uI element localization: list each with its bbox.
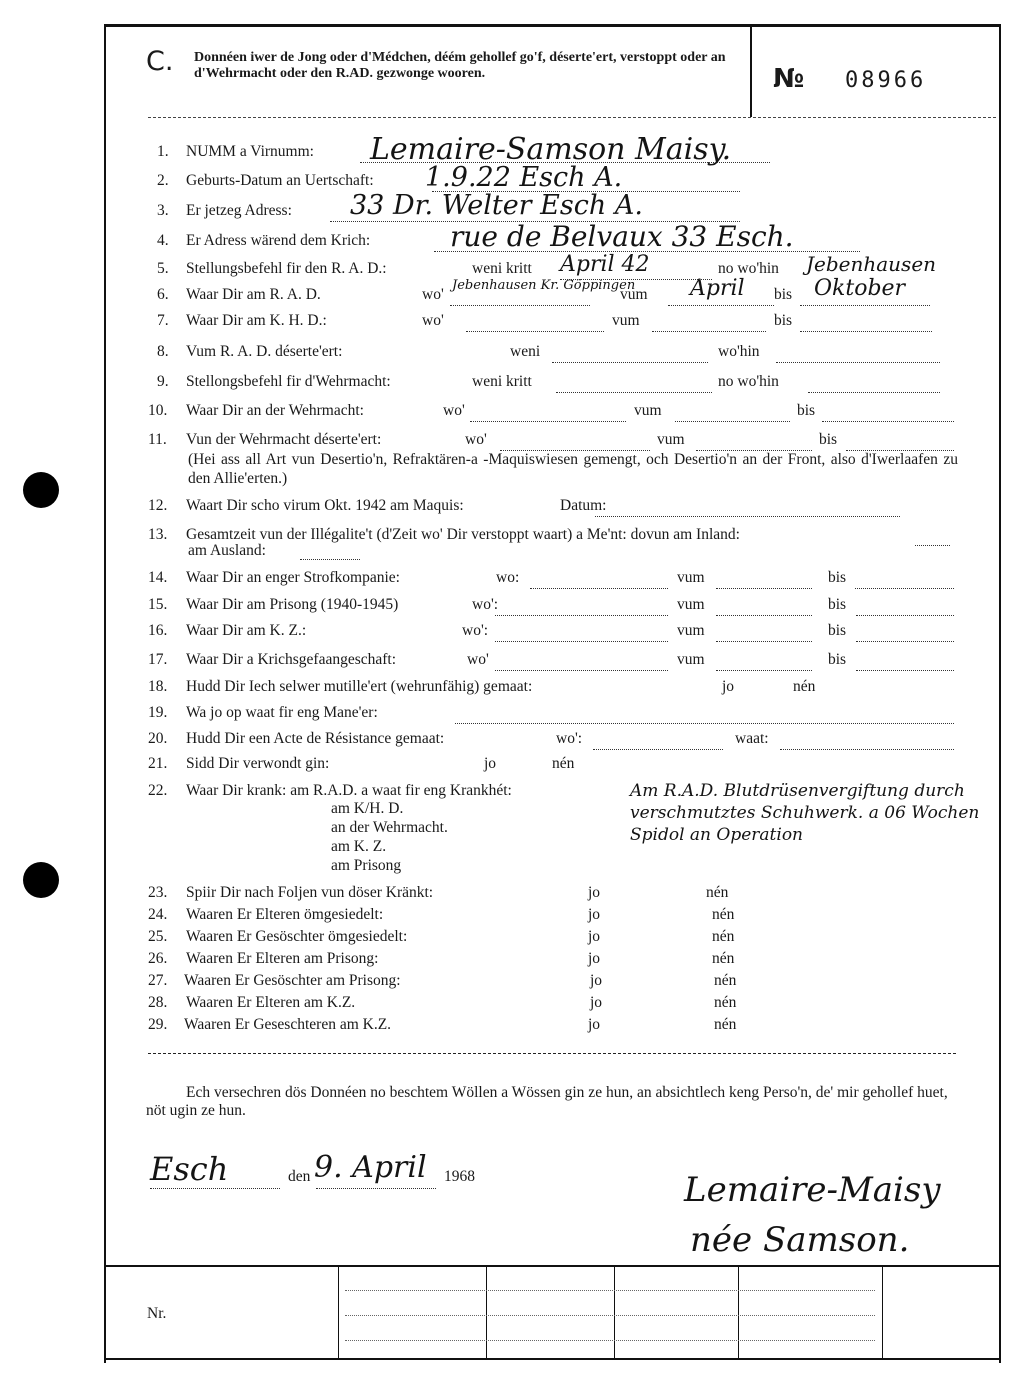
field-label-f2: nén <box>552 755 575 772</box>
item-label: Waaren Er Gesöschter ömgesiedelt: <box>186 928 408 945</box>
handwritten-answer[interactable]: Jebenhausen <box>806 252 937 276</box>
field-label-f1: Datum: <box>560 497 607 514</box>
item-number: 5. <box>157 260 169 277</box>
item-number: 2. <box>157 172 169 189</box>
item-label: NUMM a Virnumm: <box>186 143 314 160</box>
answer-line <box>915 545 950 546</box>
field-label-f3: bis <box>828 651 847 668</box>
field-label-f2: no wo'hin <box>718 373 779 390</box>
item-number: 6. <box>157 286 169 303</box>
field-label-f1: weni kritt <box>472 373 532 390</box>
answer-line <box>360 162 770 163</box>
answer-line <box>856 615 954 616</box>
item-number: 18. <box>148 678 168 695</box>
answer-line <box>776 362 940 363</box>
handwritten-answer[interactable]: 33 Dr. Welter Esch A. <box>350 190 643 221</box>
item-number: 28. <box>148 994 168 1011</box>
header-divider <box>750 26 752 117</box>
item-label: Waaren Er Elteren am Prisong: <box>186 950 379 967</box>
answer-line <box>800 331 932 332</box>
item-label: Waaren Er Elteren ömgesiedelt: <box>186 906 384 923</box>
item22-sub-4: am Prisong <box>331 857 402 874</box>
answer-line <box>800 305 930 306</box>
item-number: 29. <box>148 1016 168 1033</box>
place-handwritten: Esch <box>150 1150 229 1188</box>
item-label: Vum R. A. D. déserte'ert: <box>186 343 343 360</box>
handwritten-answer[interactable]: 1.9.22 Esch A. <box>425 162 623 193</box>
item-number: 20. <box>148 730 168 747</box>
answer-line <box>675 421 790 422</box>
answer-line <box>716 615 812 616</box>
item-number: 24. <box>148 906 168 923</box>
item-label: Waaren Er Gesöschter am Prisong: <box>184 972 401 989</box>
item-number: 3. <box>157 202 169 219</box>
answer-line <box>466 331 604 332</box>
signature-line-2: née Samson. <box>690 1220 910 1260</box>
item22-sub-1: am K/H. D. <box>331 800 404 817</box>
item-label: Geburts-Datum an Uertschaft: <box>186 172 374 189</box>
field-label-f1: jo <box>722 678 735 695</box>
field-label-f1: am Ausland: <box>188 542 266 559</box>
answer-line <box>716 588 812 589</box>
field-label-f1: wo': <box>462 622 489 639</box>
field-label-f3: bis <box>828 569 847 586</box>
footer-dotline-3 <box>345 1340 875 1341</box>
field-label-f1: wo' <box>465 431 487 448</box>
field-label-f3: bis <box>828 596 847 613</box>
item-number: 22. <box>148 782 168 799</box>
field-label-f2: vum <box>620 286 648 303</box>
field-label-f2: nén <box>712 950 735 967</box>
item-number: 23. <box>148 884 168 901</box>
number-sign: № <box>773 64 805 94</box>
field-label-f1: jo <box>590 994 603 1011</box>
item-label: Spiir Dir nach Foljen vun döser Kränkt: <box>186 884 434 901</box>
item-number: 14. <box>148 569 168 586</box>
item-label: Waaren Er Geseschteren am K.Z. <box>184 1016 392 1033</box>
answer-line <box>450 305 590 306</box>
item-label: Waar Dir am K. Z.: <box>186 622 307 639</box>
footer-top-rule <box>104 1265 999 1267</box>
field-label-f2: nén <box>714 994 737 1011</box>
footer-cell-divider-4 <box>738 1266 739 1358</box>
field-label-f1: jo <box>588 906 601 923</box>
year-text: 1968 <box>444 1168 475 1185</box>
field-label-f2: vum <box>677 651 705 668</box>
answer-line <box>495 670 668 671</box>
items-bottom-rule <box>148 1053 956 1054</box>
item-label: Er Adress wärend dem Krich: <box>186 232 371 249</box>
item22-sub-3: am K. Z. <box>331 838 387 855</box>
field-label-f2: vum <box>612 312 640 329</box>
item22-answer[interactable]: Am R.A.D. Blutdrüsenvergiftung durch verschmutztes Schuhwerk. a 06 Wochen Spidol an Operation <box>630 781 980 845</box>
answer-line <box>432 191 740 192</box>
answer-line <box>330 221 740 222</box>
item-label: Waar Dir an der Wehrmacht: <box>186 402 364 419</box>
declaration-text: Ech versechren dös Donnéen no beschtem Wöllen a Wössen gin ze hun, an absichtlech keng Perso'n, de' mir gehollef huet, nöt ugin ze hun. <box>146 1084 948 1119</box>
footer-cell-divider-5 <box>882 1266 883 1358</box>
answer-line <box>652 331 766 332</box>
answer-line <box>470 421 626 422</box>
field-label-f1: weni kritt <box>472 260 532 277</box>
item-label: Hudd Dir Iech selwer mutille'ert (wehrunfähig) gemaat: <box>186 678 533 695</box>
footer-bottom-rule <box>104 1358 999 1360</box>
item-label: Er jetzeg Adress: <box>186 202 292 219</box>
footer-cell-divider-3 <box>614 1266 615 1358</box>
field-label-f1: wo': <box>556 730 583 747</box>
item-label: Waar Dir an enger Strofkompanie: <box>186 569 400 586</box>
answer-line <box>495 641 668 642</box>
form-number: 08966 <box>845 68 927 93</box>
field-label-f1: wo': <box>472 596 499 613</box>
item-number: 26. <box>148 950 168 967</box>
field-label-f1: wo' <box>443 402 465 419</box>
answer-line <box>856 641 954 642</box>
field-label-f1: jo <box>484 755 497 772</box>
item-number: 8. <box>157 343 169 360</box>
field-label-f1: jo <box>588 884 601 901</box>
field-label-f2: vum <box>677 622 705 639</box>
signature-line-1: Lemaire-Maisy <box>684 1170 941 1210</box>
field-label-f2: vum <box>657 431 685 448</box>
item-label: Gesamtzeit vun der Illégalite't (d'Zeit wo' Dir verstoppt waart) a Me'nt: dovun am Inland: <box>186 526 740 543</box>
item-label: Waar Dir am Prisong (1940-1945) <box>186 596 399 613</box>
item-number: 7. <box>157 312 169 329</box>
field-label-f2: vum <box>677 596 705 613</box>
field-label-f3: bis <box>774 312 793 329</box>
answer-line <box>808 392 940 393</box>
item-label: Hudd Dir een Acte de Résistance gemaat: <box>186 730 445 747</box>
field-label-f2: no wo'hin <box>718 260 779 277</box>
item-number: 15. <box>148 596 168 613</box>
item-number: 19. <box>148 704 168 721</box>
footer-cell-divider-1 <box>338 1266 339 1358</box>
footer-dotline-1 <box>345 1290 875 1291</box>
field-label-f3: bis <box>774 286 793 303</box>
field-label-f1: jo <box>590 972 603 989</box>
place-line <box>150 1188 280 1189</box>
item-number: 12. <box>148 497 168 514</box>
field-label-f1: jo <box>588 928 601 945</box>
answer-line <box>455 723 954 724</box>
item11-note: (Hei ass all Art vun Desertio'n, Refraktären-a -Maquiswiesen gemengt, och Desertio'n an der Front, also d'Iwerlaafen zu den Allie'erten.) <box>188 451 958 487</box>
nr-label: Nr. <box>147 1305 167 1322</box>
date-line <box>316 1188 436 1189</box>
answer-line <box>556 392 712 393</box>
field-label-f2: nén <box>712 928 735 945</box>
field-label-f2: vum <box>634 402 662 419</box>
answer-line <box>560 279 712 280</box>
answer-line <box>822 421 954 422</box>
item-number: 21. <box>148 755 168 772</box>
field-label-f2: waat: <box>735 730 769 747</box>
answer-line <box>300 559 360 560</box>
item-number: 27. <box>148 972 168 989</box>
answer-line <box>595 516 900 517</box>
field-label-f1: weni <box>510 343 541 360</box>
item22-sub-2: an der Wehrmacht. <box>331 819 448 836</box>
handwritten-answer[interactable]: Oktober <box>814 276 906 301</box>
item-number: 9. <box>157 373 169 390</box>
field-label-f1: wo' <box>422 286 444 303</box>
field-label-f2: vum <box>677 569 705 586</box>
item-label: Waaren Er Elteren am K.Z. <box>186 994 356 1011</box>
item-label: Wa jo op waat fir eng Mane'er: <box>186 704 378 721</box>
answer-line <box>780 749 954 750</box>
answer-line <box>530 588 668 589</box>
field-label-f2: nén <box>793 678 816 695</box>
field-label-f2: nén <box>714 972 737 989</box>
answer-line <box>668 305 774 306</box>
item-label: Waar Dir krank: am R.A.D. a waat fir eng Krankhét: <box>186 782 512 799</box>
answer-line <box>856 670 954 671</box>
answer-line <box>495 615 668 616</box>
answer-line <box>434 251 860 252</box>
field-label-f2: nén <box>706 884 729 901</box>
item-label: Sidd Dir verwondt gin: <box>186 755 330 772</box>
item-number: 11. <box>148 431 167 448</box>
date-handwritten: 9. April <box>314 1150 427 1185</box>
handwritten-answer[interactable]: Jebenhausen Kr. Göppingen <box>452 278 636 293</box>
section-letter: C. <box>146 46 174 77</box>
den-label: den <box>288 1168 311 1185</box>
handwritten-answer[interactable]: Lemaire-Samson Maisy. <box>370 132 732 167</box>
field-label-f1: wo' <box>467 651 489 668</box>
answer-line <box>716 641 812 642</box>
answer-line <box>855 588 954 589</box>
form-title: Donnéen iwer de Jong oder d'Médchen, déém gehollef go'f, déserte'ert, verstoppt oder an d'Wehrmacht oder den R.AD. gezwonge wooren. <box>194 50 726 81</box>
item-label: Waar Dir am R. A. D. <box>186 286 321 303</box>
field-label-f1: wo' <box>422 312 444 329</box>
footer-dotline-2 <box>345 1315 875 1316</box>
answer-line <box>552 362 708 363</box>
punch-hole-top <box>23 472 59 508</box>
punch-hole-bottom <box>23 862 59 898</box>
field-label-f2: wo'hin <box>718 343 760 360</box>
answer-line <box>716 670 812 671</box>
item-label: Waart Dir scho virum Okt. 1942 am Maquis: <box>186 497 464 514</box>
item-number: 17. <box>148 651 168 668</box>
item-label: Stellongsbefehl fir d'Wehrmacht: <box>186 373 391 390</box>
handwritten-answer[interactable]: rue de Belvaux 33 Esch. <box>450 220 794 253</box>
field-label-f3: bis <box>819 431 838 448</box>
handwritten-answer[interactable]: April 42 <box>560 252 650 277</box>
item-label: Vun der Wehrmacht déserte'ert: <box>186 431 382 448</box>
item-number: 1. <box>157 143 169 160</box>
item-label: Waar Dir am K. H. D.: <box>186 312 327 329</box>
footer-cell-divider-2 <box>486 1266 487 1358</box>
item-number: 13. <box>148 526 168 543</box>
item-label: Waar Dir a Krichsgefaangeschaft: <box>186 651 397 668</box>
handwritten-answer[interactable]: April <box>690 276 745 301</box>
item-number: 4. <box>157 232 169 249</box>
field-label-f3: bis <box>828 622 847 639</box>
field-label-f2: nén <box>712 906 735 923</box>
field-label-f1: jo <box>588 1016 601 1033</box>
header-bottom-rule <box>148 117 996 118</box>
field-label-f2: nén <box>714 1016 737 1033</box>
field-label-f3: bis <box>797 402 816 419</box>
field-label-f1: wo: <box>496 569 520 586</box>
item-number: 10. <box>148 402 168 419</box>
item-number: 16. <box>148 622 168 639</box>
item-label: Stellungsbefehl fir den R. A. D.: <box>186 260 387 277</box>
field-label-f1: jo <box>588 950 601 967</box>
answer-line <box>593 749 723 750</box>
item-number: 25. <box>148 928 168 945</box>
